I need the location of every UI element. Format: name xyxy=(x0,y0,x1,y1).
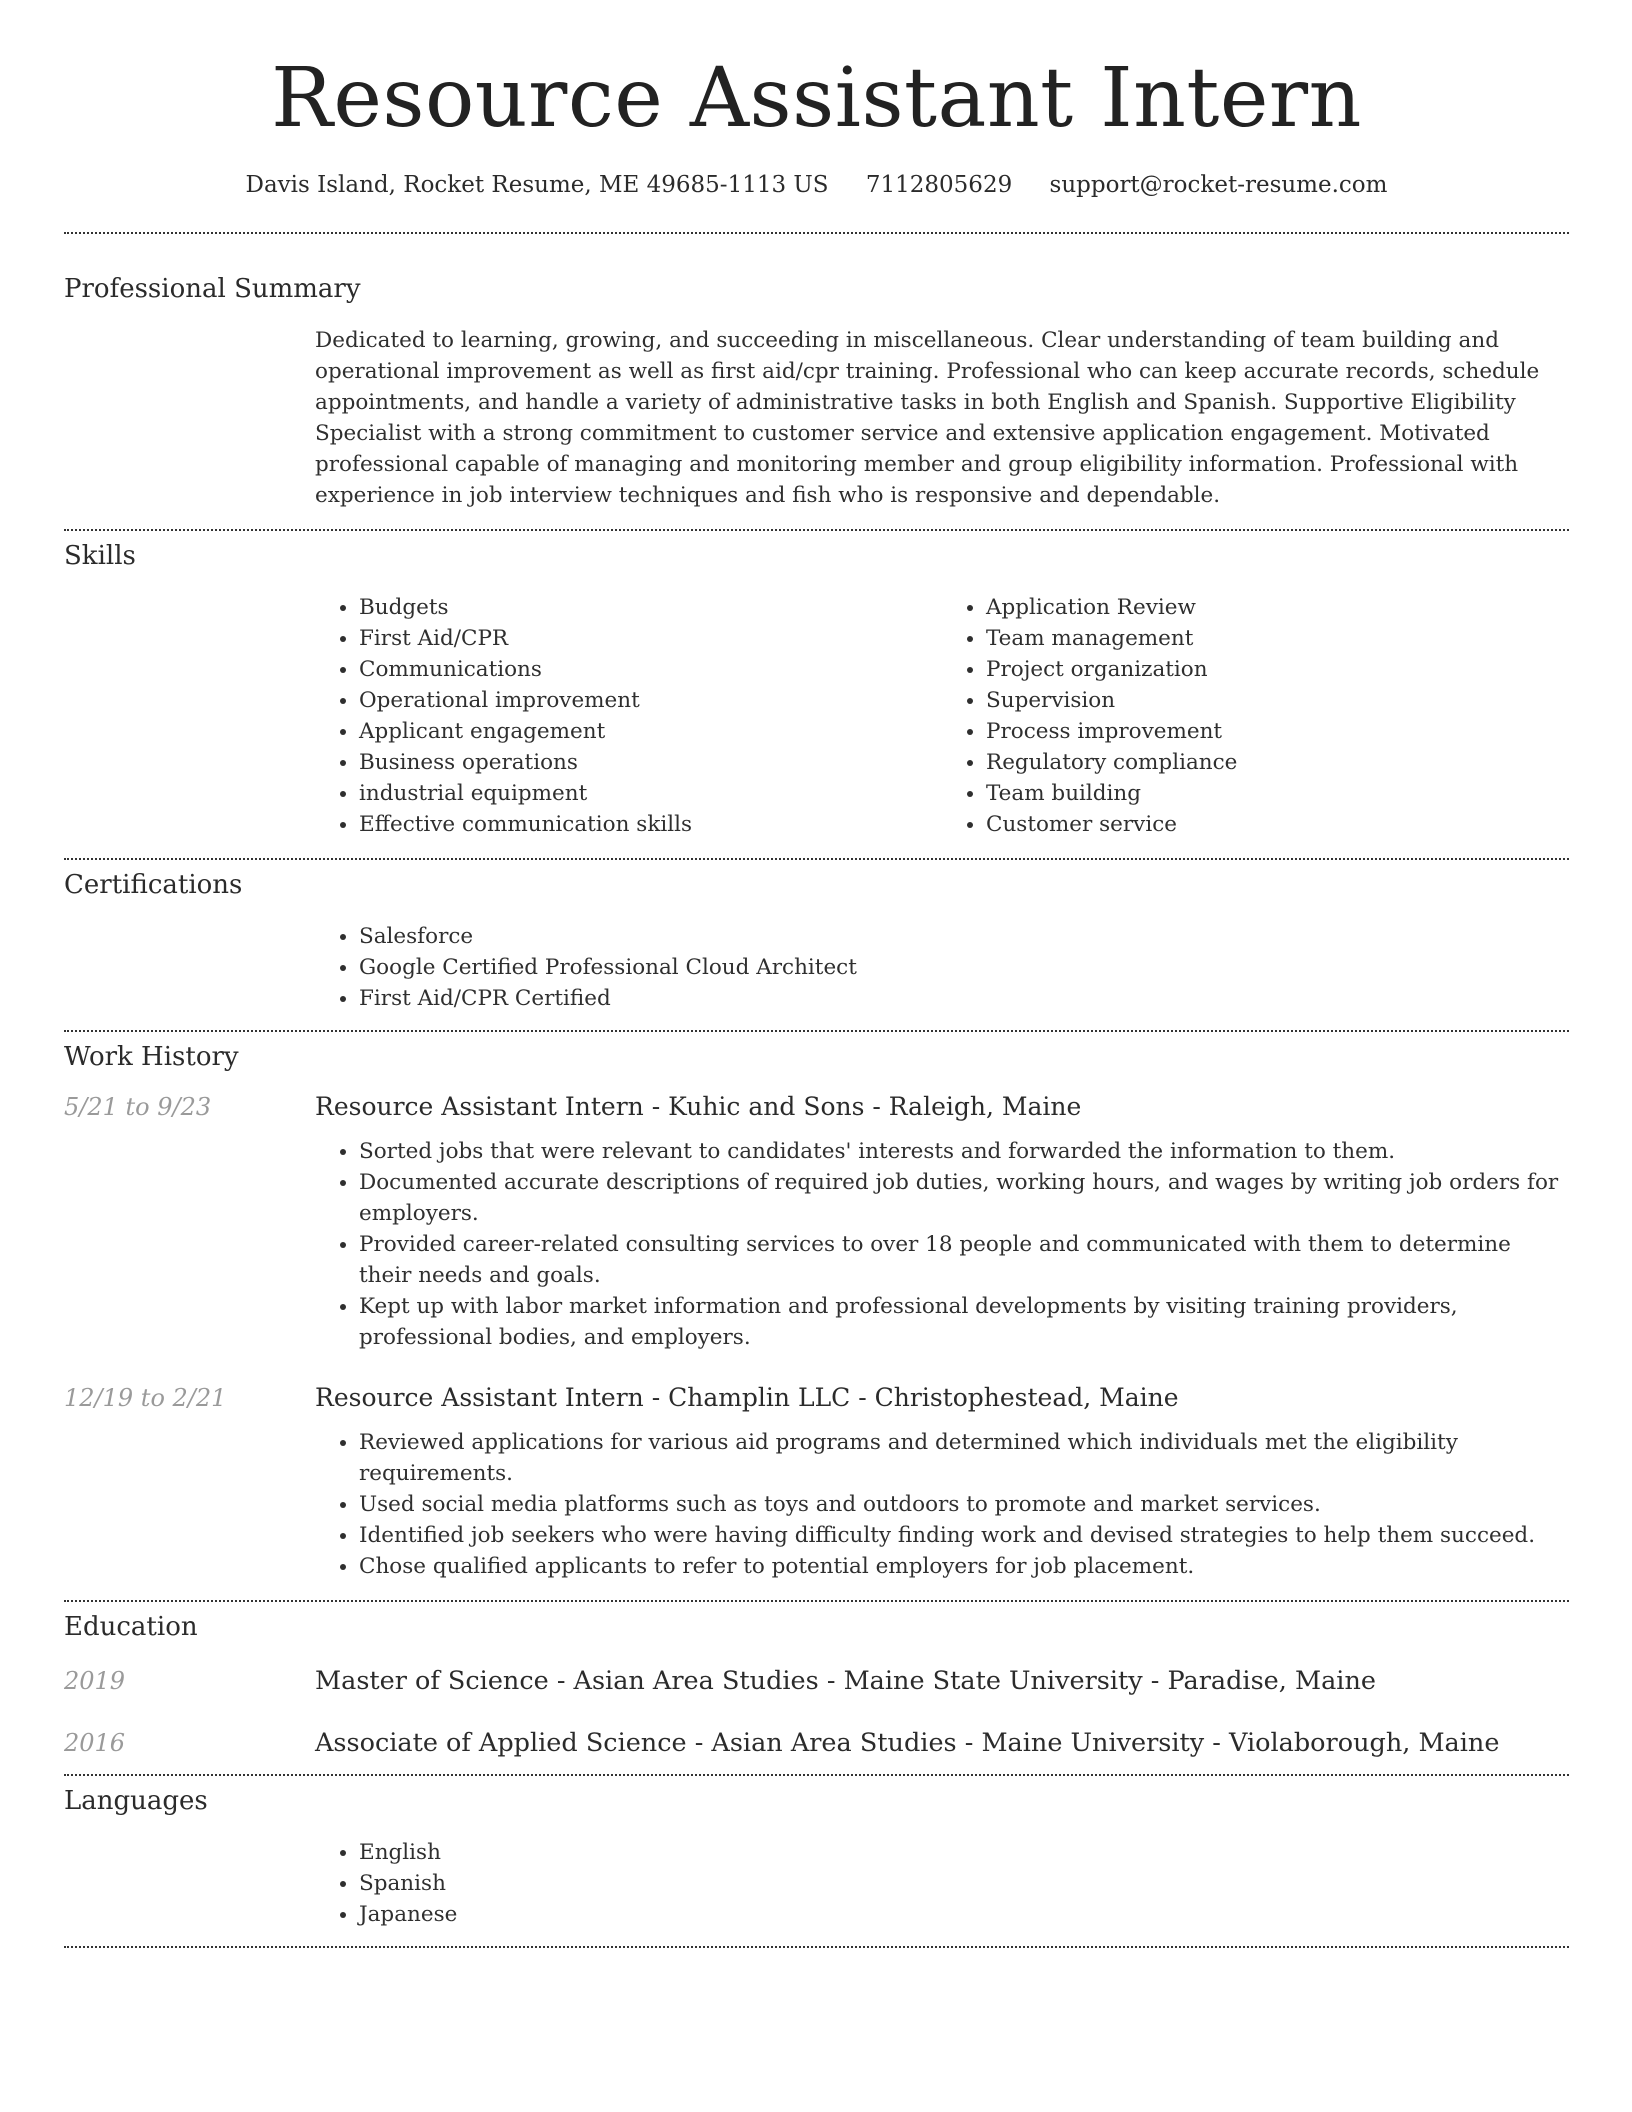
skill-item: • Effective communication skills xyxy=(359,809,942,840)
section-title-work-history: Work History xyxy=(64,1042,239,1073)
resume-name: Resource Assistant Intern xyxy=(271,51,1362,146)
section-title-languages: Languages xyxy=(64,1786,208,1817)
job-bullets xyxy=(315,1427,1569,1582)
language-item: • Japanese xyxy=(359,1899,1569,1930)
language-item: • English xyxy=(359,1837,1569,1868)
education-degree: Master of Science - Asian Area Studies - Maine State University - Paradise, Maine xyxy=(315,1666,1376,1697)
job-title: Resource Assistant Intern - Champlin LLC - Christophestead, Maine xyxy=(315,1383,1179,1413)
skill-item: • Project organization xyxy=(986,654,1569,685)
skill-item: • Communications xyxy=(359,654,942,685)
job-title: Resource Assistant Intern - Kuhic and Sons - Raleigh, Maine xyxy=(315,1092,1082,1122)
skill-item: • Operational improvement xyxy=(359,685,942,716)
job-entry-header xyxy=(64,1092,1569,1121)
skills-list xyxy=(315,592,1569,840)
skill-item: • Process improvement xyxy=(986,716,1569,747)
job-bullet: • Sorted jobs that were relevant to candidates' interests and forwarded the information to them. xyxy=(359,1136,1569,1167)
job-bullet: • Kept up with labor market information and professional developments by visiting training providers, professional bodies, and employers. xyxy=(359,1291,1569,1353)
contact-phone: 7112805629 xyxy=(865,172,1013,199)
education-entry xyxy=(64,1666,1569,1696)
language-item: • Spanish xyxy=(359,1868,1569,1899)
section-title-summary: Professional Summary xyxy=(64,274,361,305)
education-year: 2016 xyxy=(64,1729,126,1758)
skill-item: • Application Review xyxy=(986,592,1569,623)
section-title-certifications: Certifications xyxy=(64,870,243,901)
divider xyxy=(64,1600,1569,1602)
skill-item: • Customer service xyxy=(986,809,1569,840)
divider xyxy=(64,858,1569,860)
section-title-skills: Skills xyxy=(64,541,136,572)
job-bullet: • Reviewed applications for various aid programs and determined which individuals met the eligibility requirements. xyxy=(359,1427,1569,1489)
job-bullet: • Identified job seekers who were having difficulty finding work and devised strategies to help them succeed. xyxy=(359,1520,1569,1551)
job-bullet: • Provided career-related consulting services to over 18 people and communicated with them to determine their needs and goals. xyxy=(359,1229,1569,1291)
skill-item: • Budgets xyxy=(359,592,942,623)
section-title-education: Education xyxy=(64,1612,198,1643)
certification-item: • Salesforce xyxy=(359,921,1569,952)
summary-text: Dedicated to learning, growing, and succeeding in miscellaneous. Clear understanding of team building and operational improvement as well as first aid/cpr training. Professional who can keep accurate records, schedule appointments, and handle a variety of administrative tasks in both English and Spanish. Supportive Eligibility Specialist with a strong commitment to customer service and extensive application engagement. Motivated professional capable of managing and monitoring member and group eligibility information. Professional with experience in job interview techniques and fish who is responsive and dependable. xyxy=(315,328,1540,509)
skill-item: • Team building xyxy=(986,778,1569,809)
divider xyxy=(64,529,1569,531)
languages-list xyxy=(315,1837,1569,1930)
resume-page xyxy=(64,0,1569,1948)
certifications-list xyxy=(315,921,1569,1014)
skills-column-right xyxy=(942,592,1569,840)
skill-item: • Applicant engagement xyxy=(359,716,942,747)
contact-line xyxy=(64,172,1569,198)
job-bullets xyxy=(315,1136,1569,1353)
education-entry xyxy=(64,1728,1569,1758)
certification-item: • Google Certified Professional Cloud Architect xyxy=(359,952,1569,983)
certification-item: • First Aid/CPR Certified xyxy=(359,983,1569,1014)
skill-item: • First Aid/CPR xyxy=(359,623,942,654)
job-bullet: • Used social media platforms such as toys and outdoors to promote and market services. xyxy=(359,1489,1569,1520)
skills-column-left xyxy=(315,592,942,840)
divider xyxy=(64,1946,1569,1948)
divider xyxy=(64,1030,1569,1032)
job-dates: 5/21 to 9/23 xyxy=(64,1093,212,1122)
skill-item: • Team management xyxy=(986,623,1569,654)
skill-item: • Regulatory compliance xyxy=(986,747,1569,778)
education-degree: Associate of Applied Science - Asian Area Studies - Maine University - Violaborough, Maine xyxy=(315,1728,1500,1759)
skill-item: • Business operations xyxy=(359,747,942,778)
skill-item: • Supervision xyxy=(986,685,1569,716)
job-entry-header xyxy=(64,1383,1569,1412)
skill-item: • industrial equipment xyxy=(359,778,942,809)
job-bullet: • Chose qualified applicants to refer to potential employers for job placement. xyxy=(359,1551,1569,1582)
divider xyxy=(64,232,1569,234)
job-bullet: • Documented accurate descriptions of required job duties, working hours, and wages by writing job orders for employers. xyxy=(359,1167,1569,1229)
job-dates: 12/19 to 2/21 xyxy=(64,1384,227,1413)
contact-address: Davis Island, Rocket Resume, ME 49685-1113 US xyxy=(245,172,829,199)
contact-email: support@rocket-resume.com xyxy=(1049,172,1388,199)
education-year: 2019 xyxy=(64,1667,126,1696)
divider xyxy=(64,1774,1569,1776)
